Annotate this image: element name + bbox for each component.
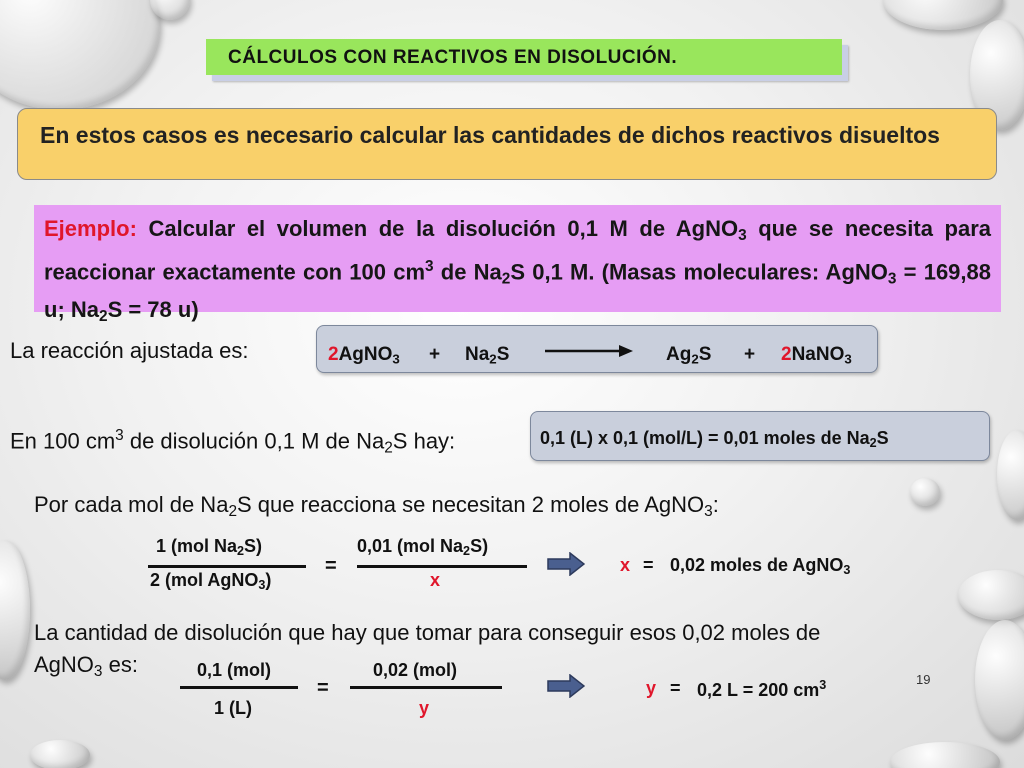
moles-subscript: 2 <box>384 439 393 457</box>
water-drop-decoration <box>30 740 90 768</box>
reactant-agno3 <box>328 344 400 366</box>
reaction-plus-text: + <box>744 344 756 365</box>
result1-value <box>670 555 850 577</box>
reaction-plus <box>744 344 755 366</box>
reactant-formula: S <box>496 344 510 365</box>
fraction4-bar <box>350 686 502 689</box>
result2-variable <box>646 678 656 699</box>
moles-superscript: 3 <box>115 427 124 444</box>
example-text: de Na <box>433 259 502 285</box>
result1-equals <box>643 555 654 576</box>
page-number <box>916 672 930 687</box>
water-drop-decoration <box>910 478 940 506</box>
equals-text: = <box>643 555 654 575</box>
reactant-na2s <box>465 344 509 366</box>
result1-variable <box>620 555 630 576</box>
volume-text: es: <box>102 652 138 677</box>
result-variable-text: y <box>646 678 657 698</box>
product-subscript: 2 <box>691 351 699 367</box>
ratio-text: Por cada mol de Na <box>34 492 229 517</box>
fraction3-equals <box>317 677 329 700</box>
example-subscript: 3 <box>738 226 747 244</box>
fraction-text: 0,01 (mol Na <box>357 536 464 556</box>
product-subscript: 3 <box>844 351 852 367</box>
fraction2-numerator <box>357 536 488 558</box>
example-label: Ejemplo: <box>44 216 137 241</box>
example-text: S 0,1 M. (Masas moleculares: AgNO <box>510 259 888 285</box>
page-number-text: 19 <box>916 672 931 687</box>
ratio-subscript: 2 <box>228 502 237 520</box>
fraction1-numerator <box>156 536 262 558</box>
volume-text: AgNO <box>34 652 94 677</box>
water-drop-decoration <box>0 540 30 680</box>
fraction3-numerator <box>197 660 271 681</box>
result-superscript: 3 <box>819 678 827 692</box>
result2-value <box>697 678 826 701</box>
ratio-statement <box>34 492 719 521</box>
product-ag2s <box>666 344 711 366</box>
fraction3-bar <box>180 686 298 689</box>
slide-title <box>206 39 842 75</box>
fraction-text: 1 (L) <box>214 698 252 718</box>
fraction-text: 0,1 (mol) <box>197 660 272 680</box>
fraction-text: 1 (mol Na <box>156 536 238 556</box>
water-drop-decoration <box>958 570 1024 620</box>
reactant-coefficient: 2 <box>328 344 339 365</box>
fraction-text: 0,02 (mol) <box>373 660 458 680</box>
example-subscript: 2 <box>501 270 511 288</box>
volume-statement-line2 <box>34 652 138 681</box>
equals-text: = <box>317 677 329 699</box>
equals-text: = <box>325 555 337 577</box>
result-value-text: 0,2 L = 200 cm <box>697 679 820 700</box>
moles-result-text: 0,1 (L) x 0,1 (mol/L) = 0,01 moles de Na <box>540 428 870 448</box>
volume-text: La cantidad de disolución que hay que tomar para conseguir esos 0,02 moles de <box>34 620 821 645</box>
intro-box <box>17 108 997 180</box>
moles-result-subscript: 2 <box>869 436 877 451</box>
moles-statement <box>10 427 455 457</box>
fraction-text: ) <box>265 570 272 590</box>
water-drop-decoration <box>975 620 1024 740</box>
fraction-variable: x <box>430 570 441 590</box>
water-drop-decoration <box>0 0 160 110</box>
intro-text: En estos casos es necesario calcular las cantidades de dichos reactivos disueltos <box>40 122 940 148</box>
example-subscript: 2 <box>99 308 108 325</box>
product-formula: S <box>698 344 712 365</box>
fraction-text: S) <box>244 536 263 556</box>
fraction-subscript: 3 <box>258 578 266 593</box>
reaction-label-text: La reacción ajustada es: <box>10 338 249 363</box>
reactant-formula: Na <box>465 344 490 365</box>
water-drop-decoration <box>890 742 1000 768</box>
equals-text: = <box>670 678 681 698</box>
moles-text: de disolución 0,1 M de Na <box>123 428 385 454</box>
fraction2-bar <box>357 565 527 568</box>
moles-result-text: S <box>876 428 889 448</box>
result-subscript: 3 <box>843 563 851 578</box>
result-value-text: 0,02 moles de AgNO <box>670 555 844 575</box>
moles-result <box>540 428 889 450</box>
example-text: = 169,88 u; Na <box>44 259 991 323</box>
fraction-subscript: 2 <box>237 544 245 559</box>
volume-statement <box>34 620 820 646</box>
volume-subscript: 3 <box>93 662 103 680</box>
reaction-arrow-icon <box>545 344 633 358</box>
fraction-text: S) <box>470 536 489 556</box>
fraction1-denominator <box>150 570 271 592</box>
reaction-plus <box>429 344 440 366</box>
result-arrow-icon <box>547 674 585 698</box>
product-formula: Ag <box>666 344 692 365</box>
example-text: que se necesita para reaccionar exactamente con 100 cm <box>44 216 991 285</box>
product-coefficient: 2 <box>781 344 792 365</box>
reaction-plus-text: + <box>429 344 441 365</box>
reaction-label <box>10 338 249 364</box>
slide-title-text: CÁLCULOS CON REACTIVOS EN DISOLUCIÓN. <box>228 47 678 68</box>
fraction-subscript: 2 <box>463 544 471 559</box>
result-variable-text: x <box>620 555 631 575</box>
fraction3-denominator <box>214 698 252 719</box>
example-box <box>34 205 1001 325</box>
reactant-subscript: 3 <box>392 351 400 367</box>
result2-equals <box>670 678 681 699</box>
fraction-text: 2 (mol AgNO <box>150 570 259 590</box>
ratio-subscript: 3 <box>704 502 713 520</box>
water-drop-decoration <box>997 430 1024 520</box>
example-subscript: 3 <box>887 270 897 288</box>
result-arrow-icon <box>547 552 585 576</box>
moles-text: S hay: <box>392 428 456 454</box>
product-nano3 <box>781 344 852 366</box>
fraction4-numerator <box>373 660 457 681</box>
example-text: S = 78 u) <box>107 297 199 323</box>
example-superscript: 3 <box>425 257 434 275</box>
fraction1-bar <box>148 565 306 568</box>
fraction1-equals <box>325 555 337 578</box>
reactant-formula: AgNO <box>338 344 393 365</box>
fraction2-denominator <box>430 570 440 591</box>
moles-text: En 100 cm <box>10 428 116 454</box>
fraction4-denominator <box>419 698 429 719</box>
ratio-text: S que reacciona se necesitan 2 moles de AgNO <box>237 492 705 517</box>
product-formula: NaNO <box>791 344 845 365</box>
ratio-text: : <box>712 492 719 517</box>
fraction-variable: y <box>419 698 430 718</box>
example-text: Calcular el volumen de la disolución 0,1 M de AgNO <box>136 216 739 241</box>
reactant-subscript: 2 <box>489 351 497 367</box>
